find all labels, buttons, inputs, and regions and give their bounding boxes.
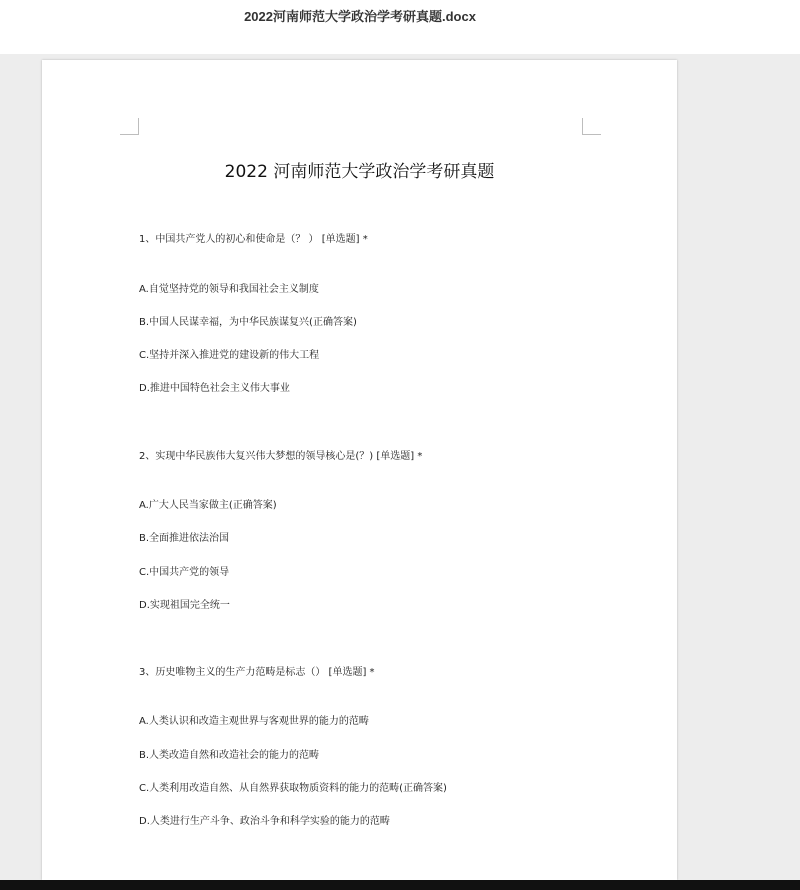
margin-corner-mark-left xyxy=(120,118,139,135)
question-2-option-b: B.全面推进依法治国 xyxy=(139,533,230,544)
document-filename: 2022河南师范大学政治学考研真题.docx xyxy=(244,9,476,24)
question-3-option-d: D.人类进行生产斗争、政治斗争和科学实验的能力的范畴 xyxy=(139,816,390,827)
question-1-option-c: C.坚持并深入推进党的建设新的伟大工程 xyxy=(139,350,320,361)
document-heading: 2022 河南师范大学政治学考研真题 xyxy=(224,162,495,182)
question-2-option-d: D.实现祖国完全统一 xyxy=(139,600,230,611)
question-2-option-a: A.广大人民当家做主(正确答案) xyxy=(139,500,277,511)
bottom-bar xyxy=(0,880,800,890)
question-1-option-a: A.自觉坚持党的领导和我国社会主义制度 xyxy=(139,284,319,295)
title-bar xyxy=(0,0,800,54)
question-2-option-c: C.中国共产党的领导 xyxy=(139,567,230,578)
question-1-option-d: D.推进中国特色社会主义伟大事业 xyxy=(139,383,290,394)
document-page[interactable] xyxy=(42,60,677,880)
question-2-prompt: 2、实现中华民族伟大复兴伟大梦想的领导核心是(？) [单选题] * xyxy=(139,451,423,462)
question-3-option-c: C.人类利用改造自然、从自然界获取物质资料的能力的范畴(正确答案) xyxy=(139,783,447,794)
question-3-option-b: B.人类改造自然和改造社会的能力的范畴 xyxy=(139,750,320,761)
margin-corner-mark-right xyxy=(582,118,601,135)
question-1-prompt: 1、中国共产党人的初心和使命是（？ ） [单选题] * xyxy=(139,234,368,245)
question-3-prompt: 3、历史唯物主义的生产力范畴是标志（） [单选题] * xyxy=(139,667,375,678)
question-1-option-b: B.中国人民谋幸福，为中华民族谋复兴(正确答案) xyxy=(139,317,357,328)
question-3-option-a: A.人类认识和改造主观世界与客观世界的能力的范畴 xyxy=(139,716,369,727)
